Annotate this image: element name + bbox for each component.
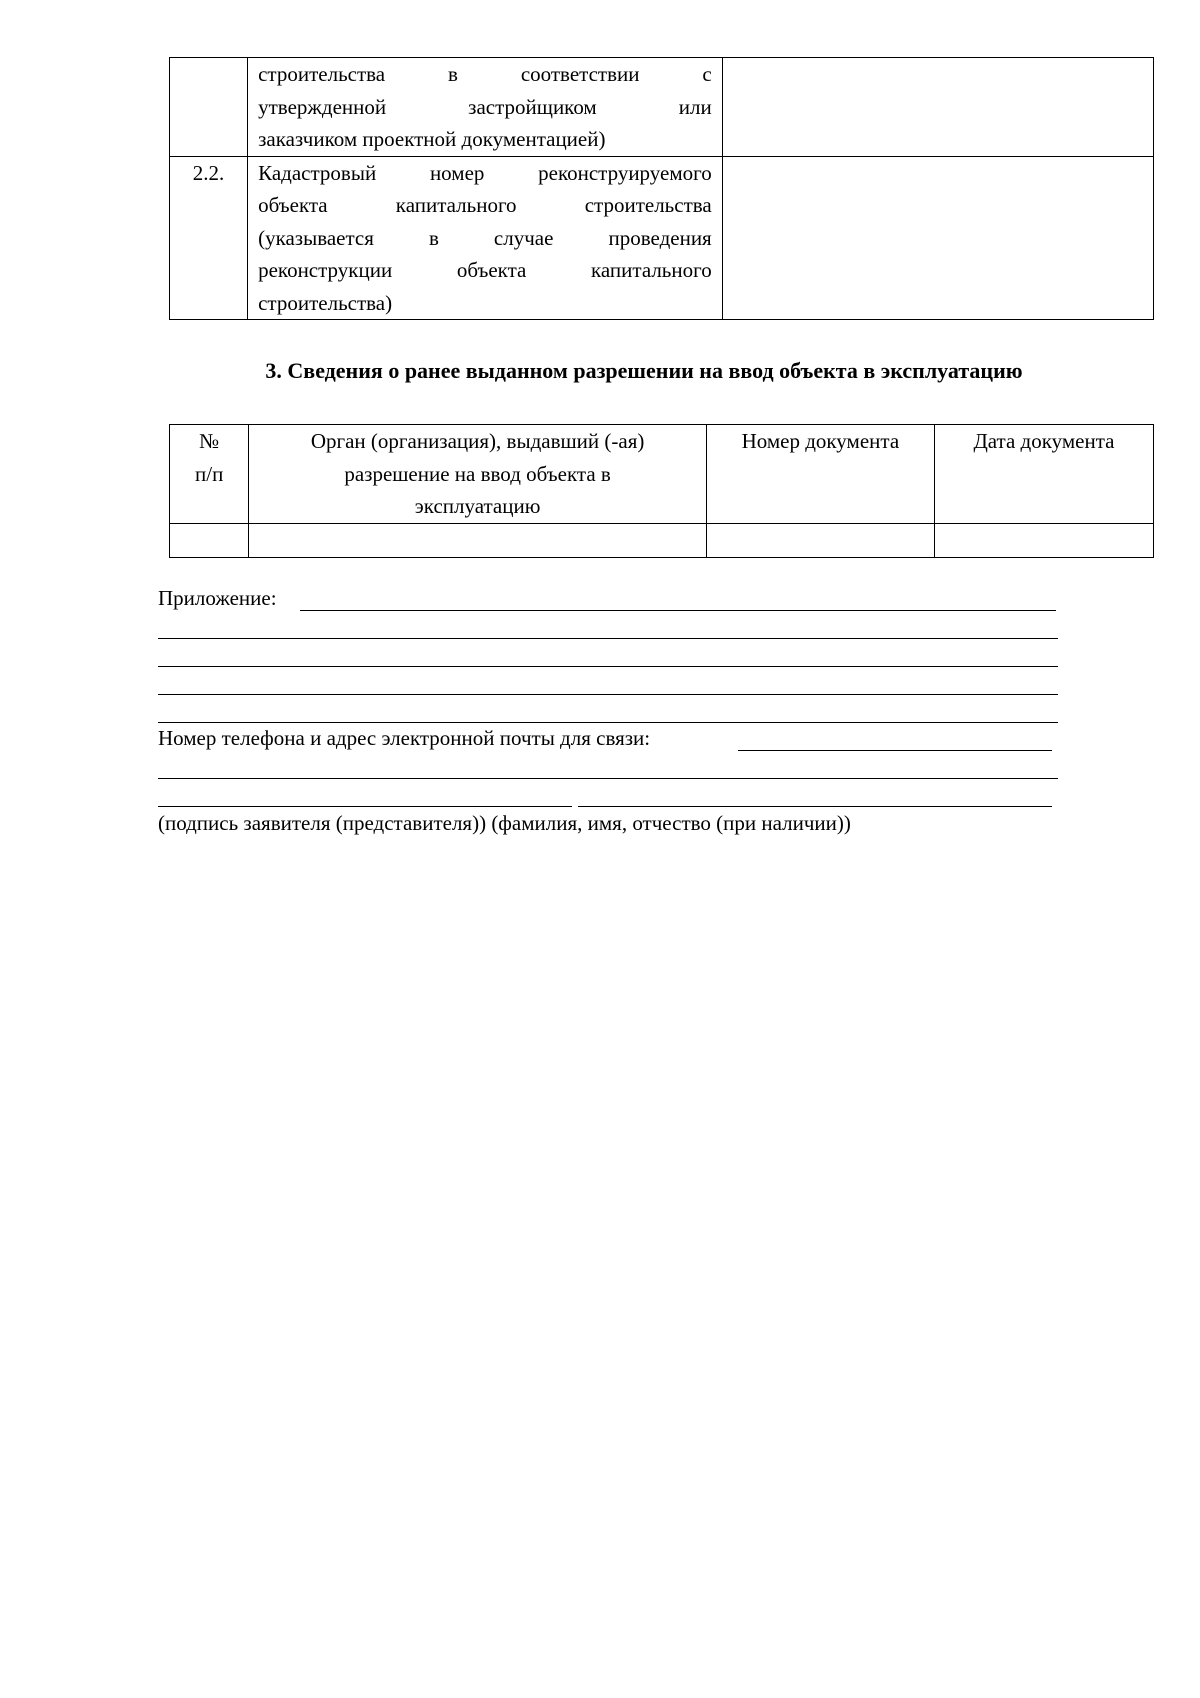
- header-authority: [249, 425, 706, 524]
- appendix-fill-line[interactable]: [158, 722, 1058, 723]
- contact-label: Номер телефона и адрес электронной почты для связи:: [158, 726, 651, 750]
- signature-caption: (подпись заявителя (представителя)) (фамилия, имя, отчество (при наличии)): [158, 811, 851, 835]
- appendix-fill-line[interactable]: [158, 694, 1058, 695]
- description-line: строительства в соответствии с: [258, 62, 712, 86]
- section-title: 3. Сведения о ранее выданном разрешении на ввод объекта в эксплуатацию: [265, 358, 1023, 383]
- table-header-row: [170, 425, 1154, 524]
- description-line: объекта капитального строительства: [258, 193, 712, 217]
- header-line: №: [199, 429, 220, 453]
- description-line: заказчиком проектной документацией): [258, 127, 606, 151]
- header-line: Номер документа: [741, 429, 900, 453]
- signature-line[interactable]: [158, 806, 572, 807]
- previous-permit-table: [169, 424, 1154, 558]
- cell-authority[interactable]: [249, 523, 706, 557]
- appendix-label: Приложение:: [158, 586, 277, 610]
- description-line: Кадастровый номер реконструируемого: [258, 160, 712, 185]
- appendix-fill-line[interactable]: [300, 610, 1056, 611]
- table-row: [170, 523, 1154, 557]
- cell-number[interactable]: [170, 523, 249, 557]
- table-row: [170, 58, 1154, 157]
- description-line: (указывается в случае проведения: [258, 225, 712, 250]
- header-document-date: [934, 425, 1153, 524]
- row-number: [170, 58, 248, 157]
- row-value-cell[interactable]: [722, 58, 1153, 157]
- row-number: 2.2.: [170, 156, 248, 320]
- header-line: Орган (организация), выдавший (-ая): [310, 429, 645, 453]
- description-line: строительства): [258, 290, 393, 315]
- table-row: [170, 156, 1154, 320]
- appendix-fill-line[interactable]: [158, 666, 1058, 667]
- cell-document-number[interactable]: [706, 523, 934, 557]
- header-line: Дата документа: [973, 429, 1115, 453]
- row-description: [248, 58, 723, 157]
- header-document-number: [706, 425, 934, 524]
- appendix-fill-line[interactable]: [158, 638, 1058, 639]
- row-description: [248, 156, 723, 320]
- description-line: реконструкции объекта капитального: [258, 258, 712, 282]
- cell-document-date[interactable]: [934, 523, 1153, 557]
- header-line: п/п: [195, 461, 224, 486]
- description-line: утвержденной застройщиком или: [258, 94, 712, 119]
- object-info-table: [169, 57, 1154, 320]
- row-value-cell[interactable]: [722, 156, 1153, 320]
- full-name-line[interactable]: [578, 806, 1052, 807]
- contact-fill-line[interactable]: [158, 778, 1058, 779]
- header-line: разрешение на ввод объекта в: [344, 461, 611, 486]
- header-number: [170, 425, 249, 524]
- contact-fill-line[interactable]: [738, 750, 1052, 751]
- header-line: эксплуатацию: [414, 494, 541, 518]
